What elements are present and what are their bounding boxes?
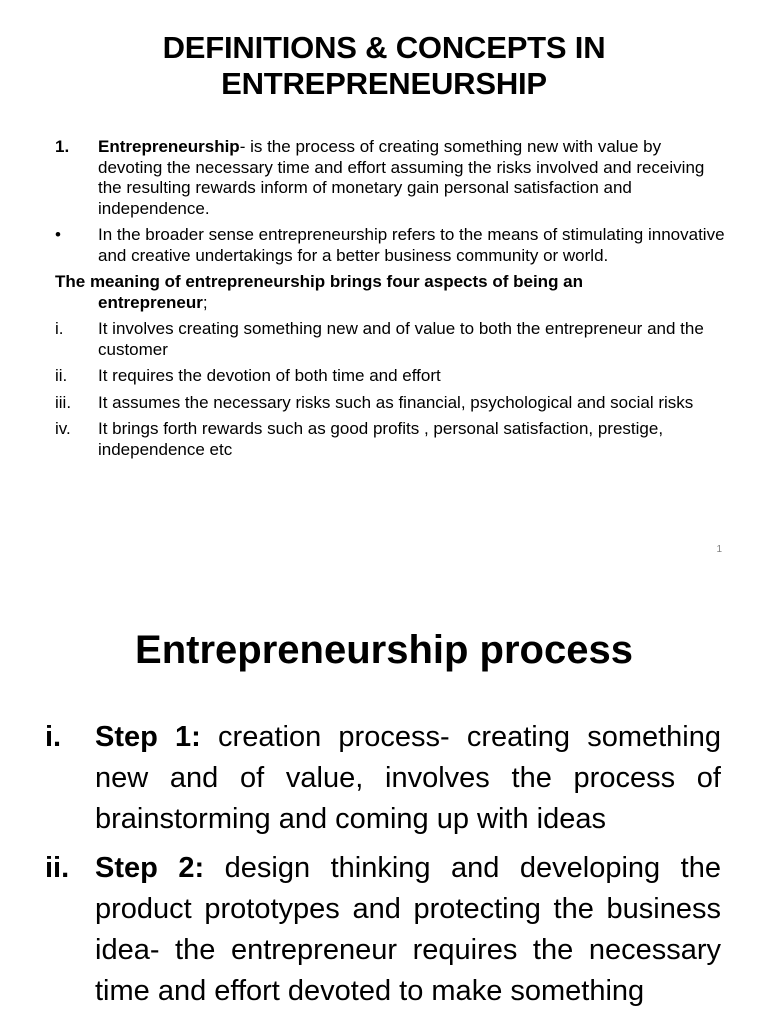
bullet-marker: • — [55, 225, 61, 244]
meaning-heading-line-2 — [55, 293, 727, 314]
meaning-heading-tail: ; — [202, 292, 208, 312]
aspect-item — [55, 366, 727, 387]
aspect-text: It requires the devotion of both time and effort — [98, 366, 441, 385]
definition-text — [98, 137, 727, 219]
meaning-heading-term: entrepreneur — [98, 292, 203, 312]
step-label: Step 2: — [95, 852, 205, 884]
roman-marker: iv. — [55, 419, 71, 438]
aspect-item — [55, 319, 727, 360]
step-text — [95, 848, 721, 1012]
step-description: design thinking and developing the product prototypes and protecting the business idea- the entrepreneur requires the necessary time and effort devoted to make something — [95, 852, 721, 1007]
roman-marker: i. — [55, 319, 64, 338]
step-description: creation process- creating something new and of value, involves the process of brainstorming and coming up with ideas — [95, 721, 722, 835]
step-text — [95, 717, 721, 840]
slide-title — [0, 30, 768, 102]
aspect-item — [55, 419, 727, 460]
slide-process — [0, 600, 768, 1024]
step-item — [45, 848, 721, 1012]
roman-marker: ii. — [45, 852, 70, 884]
slide-title: Entrepreneurship process — [135, 628, 633, 672]
aspect-text: It involves creating something new and of value to both the entrepreneur and the customer — [98, 319, 704, 359]
step-label: Step 1: — [95, 721, 201, 753]
list-number: 1. — [55, 137, 70, 156]
roman-marker: ii. — [55, 366, 68, 385]
slide-body — [45, 717, 721, 1020]
page-number: 1 — [716, 544, 722, 555]
meaning-heading — [55, 272, 727, 313]
title-line-1: DEFINITIONS & CONCEPTS IN — [162, 30, 606, 65]
step-item — [45, 717, 721, 840]
bullet-item — [55, 225, 727, 266]
roman-marker: i. — [45, 721, 62, 753]
aspect-text: It brings forth rewards such as good profits , personal satisfaction, prestige, independence etc — [98, 419, 664, 459]
slide-body — [55, 137, 727, 466]
definition-term: Entrepreneurship — [98, 137, 240, 156]
bullet-text: In the broader sense entrepreneurship refers to the means of stimulating innovative and creative undertakings for a better business community or world. — [98, 225, 725, 265]
definition-body: - is the process of creating something new with value by devoting the necessary time and effort assuming the risks involved and receiving the resulting rewards inform of monetary gain personal satisfaction and independence. — [98, 137, 705, 218]
meaning-heading-line-1: The meaning of entrepreneurship brings four aspects of being an — [55, 272, 584, 291]
aspect-item — [55, 393, 727, 414]
aspect-text: It assumes the necessary risks such as financial, psychological and social risks — [98, 392, 694, 412]
roman-marker: iii. — [55, 392, 72, 412]
title-line-2: ENTREPRENEURSHIP — [221, 66, 547, 101]
definition-item — [55, 137, 727, 219]
